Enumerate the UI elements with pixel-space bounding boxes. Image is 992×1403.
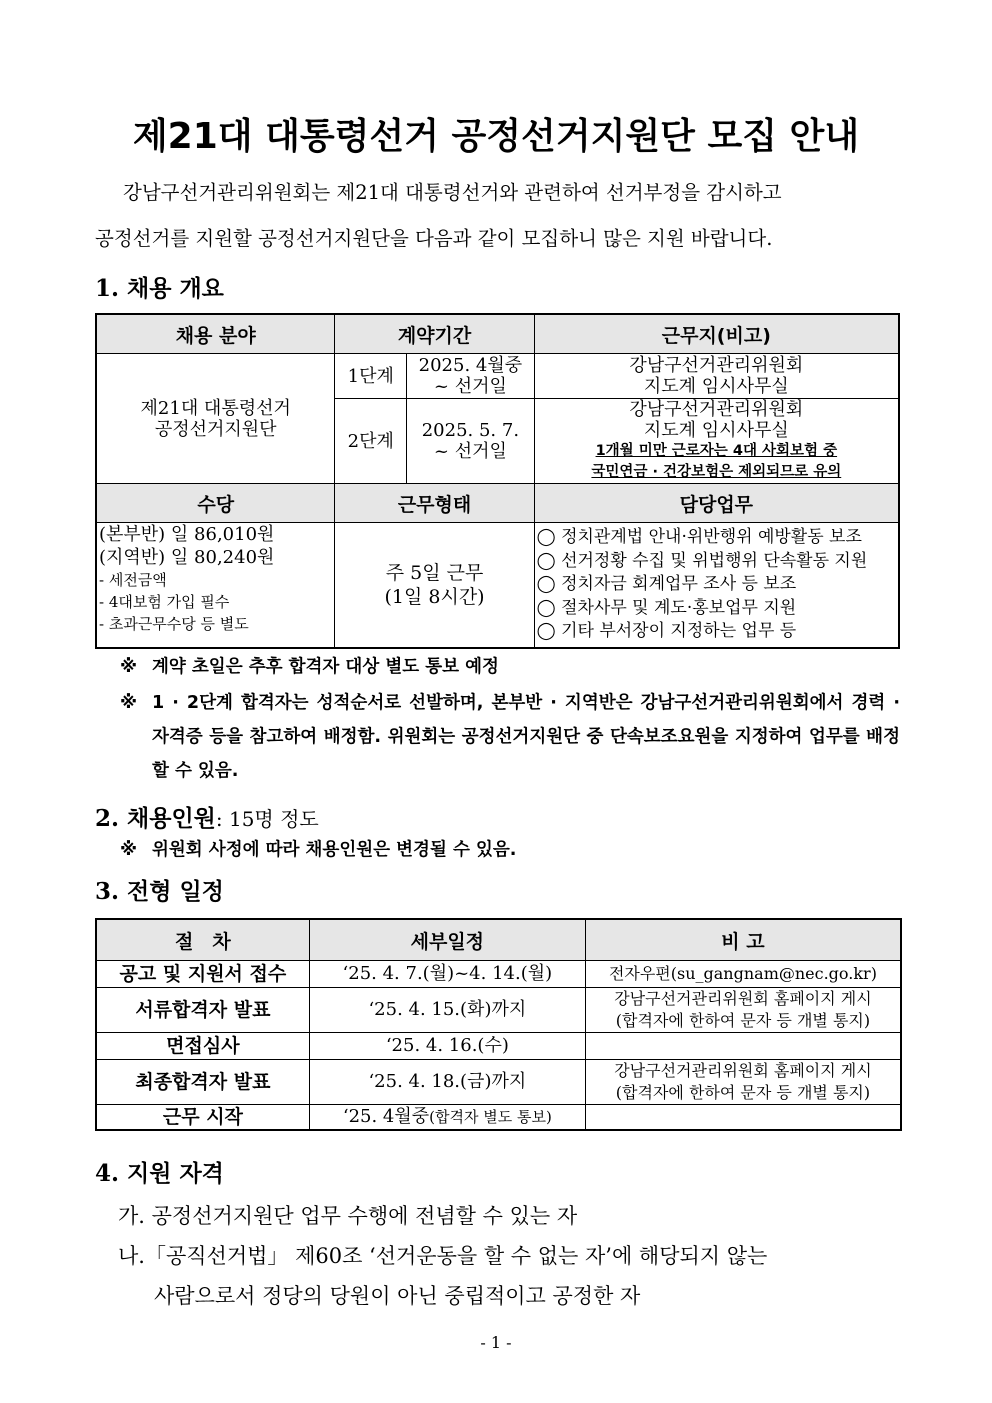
table-header-row: [96, 919, 901, 961]
note-mark: ※: [120, 840, 138, 860]
table-header-row: [96, 314, 899, 354]
note-text: 위원회 사정에 따라 채용인원은 변경될 수 있음.: [152, 840, 517, 860]
duties-cell: [534, 523, 899, 649]
section-4-heading: 4. 지원 자격: [95, 1160, 224, 1187]
page-number: - 1 -: [480, 1333, 512, 1352]
period-line: 2025. 5. 7.: [421, 420, 520, 441]
remark-cell: [585, 1105, 901, 1131]
table-row: [96, 354, 899, 399]
duty-item: ◯ 정치자금 회계업무 조사 등 보조: [536, 574, 797, 595]
section-2-title: 2. 채용인원: [95, 805, 216, 832]
note-item: [120, 686, 900, 788]
qualification-item: 가. 공정선거지원단 업무 수행에 전념할 수 있는 자: [118, 1204, 578, 1228]
remark-line: (합격자에 한하여 문자 등 개별 통지): [615, 1083, 871, 1102]
worktype-line: 주 5일 근무: [385, 562, 484, 584]
header-pay: 수당: [96, 484, 335, 523]
remark-cell: [585, 961, 901, 988]
place-line: 강남구선거관리위원회: [629, 399, 804, 420]
insurance-note: 1개월 미만 근로자는 4대 사회보험 중: [595, 443, 838, 459]
page-title: 제21대 대통령선거 공정선거지원단 모집 안내: [132, 116, 860, 157]
note-item: [120, 833, 900, 867]
date-cell: ‘25. 4. 18.(금)까지: [309, 1060, 585, 1105]
date-cell: ‘25. 4. 15.(화)까지: [309, 988, 585, 1033]
qualification-item: 나.「공직선거법」 제60조 ‘선거운동을 할 수 없는 자’에 해당되지 않는: [118, 1244, 768, 1268]
place-line: 지도계 임시사무실: [643, 376, 789, 397]
header-period: 계약기간: [335, 314, 534, 354]
section-2-note: [120, 833, 900, 867]
table-row: [96, 961, 901, 988]
stage-1-place: [534, 354, 899, 399]
field-line: 공정선거지원단: [154, 418, 277, 440]
date-note: (합격자 별도 통보): [429, 1108, 552, 1126]
qualification-item-continued: 사람으로서 정당의 당원이 아닌 중립적이고 공정한 자: [154, 1284, 641, 1308]
section-3-heading: 3. 전형 일정: [95, 878, 224, 905]
pay-line: (지역반) 일 80,240원: [99, 547, 275, 568]
header-duties: 담당업무: [534, 484, 899, 523]
section-1-heading: 1. 채용 개요: [95, 275, 224, 302]
header-worktype: 근무형태: [335, 484, 534, 523]
header-field: 채용 분야: [96, 314, 335, 354]
duty-item: ◯ 선거정황 수집 및 위법행위 단속활동 지원: [536, 550, 868, 571]
duty-item: ◯ 기타 부서장이 지정하는 업무 등: [536, 621, 797, 642]
intro-line-1: 강남구선거관리위원회는 제21대 대통령선거와 관련하여 선거부정을 감시하고: [123, 181, 782, 204]
headcount-value: : 15명 정도: [215, 807, 319, 831]
field-cell: [96, 354, 335, 484]
worktype-line: (1일 8시간): [384, 586, 485, 608]
stage-2-period: [407, 399, 535, 484]
worktype-cell: [335, 523, 534, 649]
note-item: [120, 650, 900, 684]
procedure-cell: 면접심사: [96, 1033, 309, 1060]
stage-2-place: [534, 399, 899, 484]
section-2-heading: [95, 800, 319, 833]
header-place: 근무지(비고): [534, 314, 899, 354]
procedure-cell: 공고 및 지원서 접수: [96, 961, 309, 988]
field-line: 제21대 대통령선거: [140, 397, 291, 419]
pay-note: - 세전금액: [99, 571, 167, 589]
remark-cell: [585, 988, 901, 1033]
header-remark: 비 고: [585, 919, 901, 961]
qualification-list: [118, 1196, 900, 1316]
stage-1-label: 1단계: [335, 354, 407, 399]
procedure-cell: 근무 시작: [96, 1105, 309, 1131]
place-line: 강남구선거관리위원회: [629, 355, 804, 376]
pay-note: - 4대보험 가입 필수: [99, 593, 230, 611]
remark-line: (합격자에 한하여 문자 등 개별 통지): [615, 1011, 871, 1030]
header-schedule: 세부일정: [309, 919, 585, 961]
intro-paragraph: [95, 170, 905, 262]
table-header-row: [96, 484, 899, 523]
date-cell: ‘25. 4. 16.(수): [309, 1033, 585, 1060]
period-line: 2025. 4월중: [418, 355, 523, 376]
recruitment-overview-table: [95, 313, 900, 649]
remark-cell: [585, 1060, 901, 1105]
procedure-cell: 서류합격자 발표: [96, 988, 309, 1033]
table-row: [96, 1105, 901, 1131]
note-mark: ※: [120, 693, 138, 713]
note-mark: ※: [120, 657, 138, 677]
duty-item: ◯ 정치관계법 안내·위반행위 예방활동 보조: [536, 527, 862, 548]
duty-item: ◯ 절차사무 및 계도·홍보업무 지원: [536, 597, 797, 618]
table-row: [96, 523, 899, 649]
schedule-table: [95, 918, 902, 1131]
note-text: 계약 초일은 추후 합격자 대상 별도 통보 예정: [152, 657, 499, 677]
period-line: ~ 선거일: [433, 376, 507, 397]
period-line: ~ 선거일: [433, 441, 507, 462]
date-cell: ‘25. 4. 7.(월)~4. 14.(월): [309, 961, 585, 988]
remark-line: 강남구선거관리위원회 홈페이지 게시: [614, 989, 872, 1008]
note-text: 1 · 2단계 합격자는 성적순서로 선발하며, 본부반 · 지역반은 강남구선거관리위원회에서 경력 · 자격증 등을 참고하여 배정함. 위원회는 공정선거지원단 중 단속보조요원을 지정하여 업무를 배정할 수 있음.: [152, 693, 900, 781]
intro-line-2: 공정선거를 지원할 공정선거지원단을 다음과 같이 모집하니 많은 지원 바랍니다.: [95, 227, 773, 250]
procedure-cell: 최종합격자 발표: [96, 1060, 309, 1105]
stage-1-period: [407, 354, 535, 399]
insurance-note: 국민연금 · 건강보험은 제외되므로 유의: [591, 464, 842, 480]
pay-cell: [96, 523, 335, 649]
remark-line: 전자우편(su_gangnam@nec.go.kr): [608, 964, 877, 983]
stage-2-label: 2단계: [335, 399, 407, 484]
date-text: ‘25. 4월중: [342, 1106, 430, 1127]
pay-note: - 초과근무수당 등 별도: [99, 615, 249, 633]
header-procedure: 절 차: [96, 919, 309, 961]
table-row: [96, 1060, 901, 1105]
remark-line: 강남구선거관리위원회 홈페이지 게시: [614, 1061, 872, 1080]
place-line: 지도계 임시사무실: [643, 420, 789, 441]
section-1-notes: [120, 650, 900, 788]
remark-cell: [585, 1033, 901, 1060]
pay-line: (본부반) 일 86,010원: [99, 524, 275, 545]
table-row: [96, 1033, 901, 1060]
date-cell: [309, 1105, 585, 1131]
table-row: [96, 988, 901, 1033]
